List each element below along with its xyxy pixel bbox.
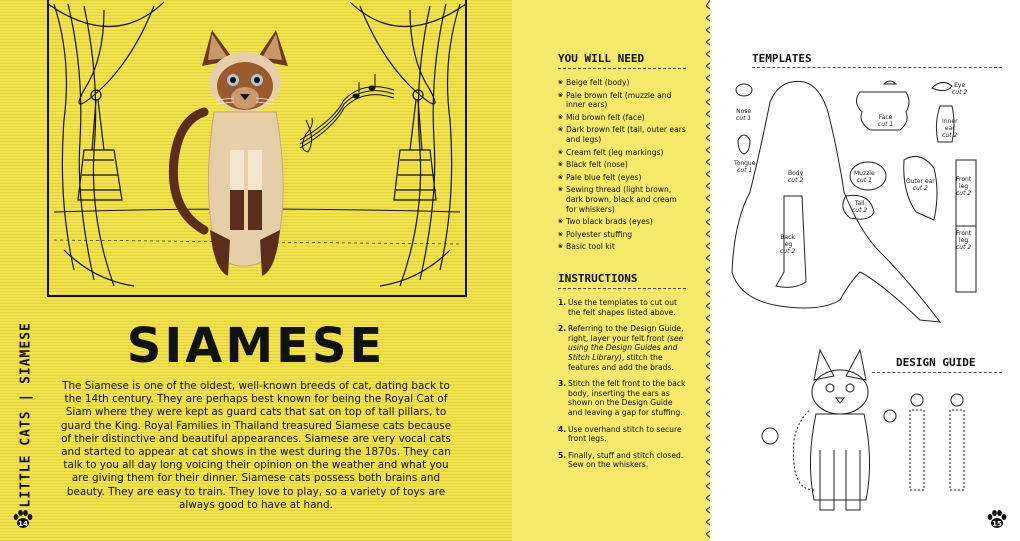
step-text-tail: , stitch the features and add the brads. (568, 352, 674, 372)
list-item: ❀ Basic tool kit (558, 242, 688, 252)
tpl-label-front-leg-b: Front leg cut 2 (956, 230, 972, 251)
divider (558, 288, 686, 289)
step-item (558, 379, 688, 417)
body-shape (732, 81, 940, 322)
spine-text: LITTLE CATS | SIAMESE (18, 322, 34, 508)
tongue-shape (738, 135, 750, 154)
list-item: ❀ Pale blue felt (eyes) (558, 173, 688, 183)
page-number-right: 15 (992, 520, 1002, 528)
step-reference: (see using the Design Guides and Stitch Library) (568, 333, 684, 362)
tpl-label-back-leg: Back leg cut 2 (780, 234, 796, 255)
page-number-left: 14 (18, 520, 28, 528)
step-number: 2. (558, 324, 567, 334)
tpl-label-muzzle: Muzzle cut 1 (854, 170, 875, 184)
step-item (558, 298, 688, 317)
list-item: ❀ Black felt (nose) (558, 160, 688, 170)
intro-text: The Siamese is one of the oldest, well-known breeds of cat, dating back to the 14th century. They are perhaps best known for being the Royal Cat of Siam where they were kept as guard cats that sat on top of tall pillars, to guard the King. Royal Families in Thailand treasured Siamese cats because of their distinctive and beautiful appearances. Siamese are very vocal cats and started to appear at cat shows in the west during the 1870s. They can talk to you all day long voicing their opinion on the weather and what you are giving them for their dinner. Siamese cats possess both brains and beauty. They are easy to train. They love to play, so a variety of toys are always good to have at hand. (60, 380, 452, 511)
templates-diagram (720, 72, 1020, 332)
design-guide-diagram (750, 340, 990, 530)
eye-shape (932, 82, 952, 90)
step-text: Stitch the felt front to the back body, inserting the ears as shown on the Design Guide and leaving a gap for stuffing. (568, 379, 686, 417)
nose-shape (736, 84, 752, 96)
step-item (558, 425, 688, 444)
page-title: SIAMESE (126, 318, 386, 374)
you-will-need-heading: YOU WILL NEED (558, 52, 645, 65)
step-text: Use the templates to cut out the felt shapes listed above. (568, 298, 677, 317)
list-item: ❀ Cream felt (leg markings) (558, 148, 688, 158)
tpl-label-face: Face cut 1 (878, 114, 894, 128)
face-top-shape (884, 81, 896, 84)
tpl-label-nose: Nose cut 1 (736, 108, 752, 122)
divider (558, 68, 686, 69)
step-text: Finally, stuff and stitch closed. Sew on the whiskers. (568, 450, 684, 470)
music-notes-icon (300, 74, 394, 152)
tpl-label-body: Body cut 2 (788, 170, 804, 184)
instructions-list (558, 298, 688, 477)
tpl-label-tail: Tail cut 2 (852, 200, 868, 214)
step-item (558, 324, 688, 372)
templates-heading: TEMPLATES (752, 52, 812, 65)
step-text: Use overhand stitch to secure front legs. (568, 424, 682, 444)
list-item: ❀ Pale brown felt (muzzle and inner ears) (558, 91, 688, 110)
tpl-label-inner-ear: Inner ear cut 2 (942, 118, 958, 139)
list-item: ❀ Mid brown felt (face) (558, 113, 688, 123)
instructions-heading: INSTRUCTIONS (558, 272, 638, 285)
left-curtain (48, 2, 164, 286)
step-item (558, 451, 688, 470)
step-number: 5. (558, 450, 567, 460)
list-item: ❀ Two black brads (eyes) (558, 217, 688, 227)
list-item: ❀ Sewing thread (light brown, dark brown, black and cream for whiskers) (558, 185, 688, 214)
list-item: ❀ Polyester stuffing (558, 230, 688, 240)
step-text: Referring to the Design Guide, right, layer your felt front (568, 324, 684, 343)
felt-cat-image (173, 30, 288, 276)
materials-list (558, 78, 688, 255)
tpl-label-front-leg-a: Front leg cut 2 (956, 176, 972, 197)
list-item: ❀ Beige felt (body) (558, 78, 688, 88)
tpl-label-outer-ear: Outer ear cut 2 (906, 178, 935, 192)
stage-illustration (44, 0, 470, 300)
design-guide-heading: DESIGN GUIDE (896, 356, 976, 369)
step-number: 4. (558, 424, 567, 434)
step-number: 1. (558, 298, 567, 307)
step-number: 3. (558, 379, 567, 389)
tpl-label-eye: Eye cut 2 (952, 82, 968, 96)
list-item: ❀ Dark brown felt (tail, outer ears and legs) (558, 125, 688, 144)
divider (752, 67, 1002, 68)
tpl-label-tongue: Tongue cut 1 (734, 160, 756, 174)
